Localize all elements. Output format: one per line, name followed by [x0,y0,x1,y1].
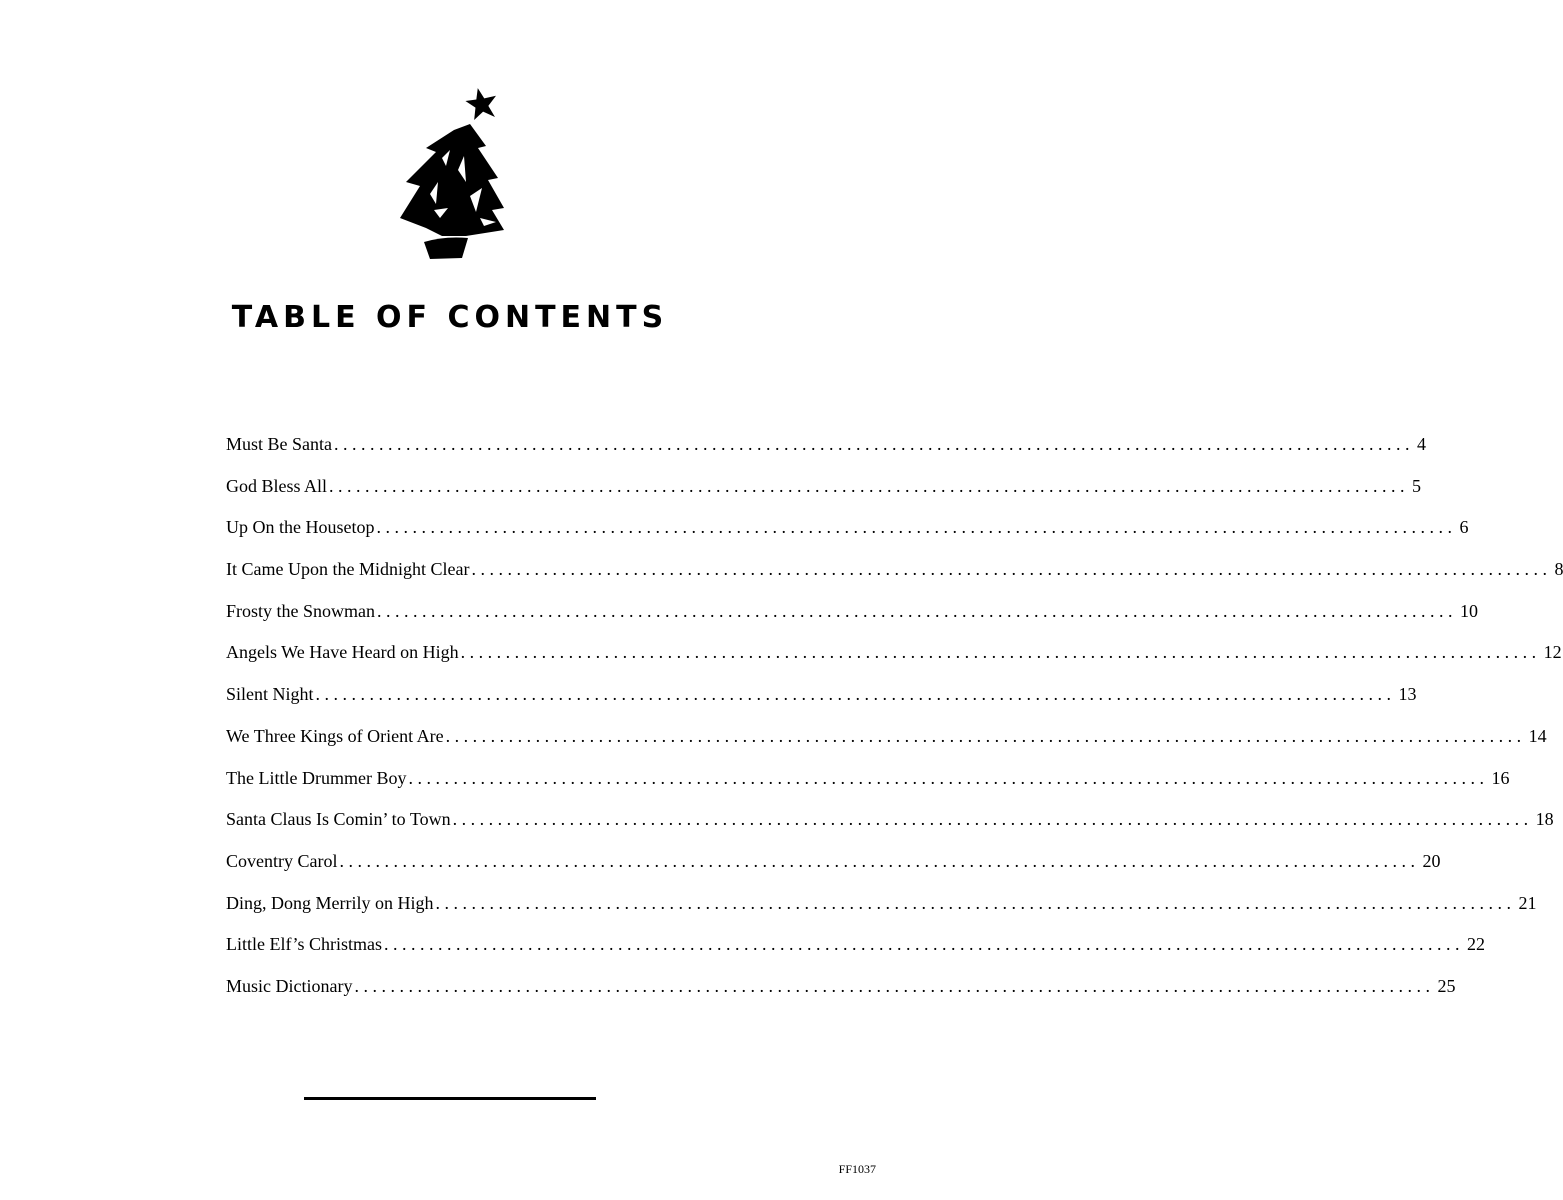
toc-entry[interactable] [226,972,1456,1014]
toc-entry-title: We Three Kings of Orient Are [226,725,444,746]
toc-entry-title: Santa Claus Is Comin’ to Town [226,809,451,830]
dot-leader: ........................................................................................................................ [354,975,1435,996]
toc-entry-page: 14 [1528,725,1547,746]
catalog-code: FF1037 [838,1162,876,1176]
toc-entry-page: 8 [1554,559,1563,580]
toc-entry[interactable] [226,722,1547,764]
toc-entry-page: 5 [1412,475,1422,496]
dot-leader: ........................................................................................................................ [383,934,1464,955]
toc-entry[interactable] [226,430,1426,472]
toc-entry-page: 6 [1459,517,1469,538]
toc-entry[interactable] [226,847,1441,889]
toc-entry-title: Silent Night [226,684,314,705]
toc-entry[interactable] [226,764,1510,806]
toc-entry-page: 13 [1398,684,1417,705]
toc-entry[interactable] [226,472,1422,514]
dot-leader: ........................................................................................................................ [408,767,1489,788]
divider [304,1097,596,1100]
toc-entry-page: 4 [1417,434,1426,454]
toc-entry-page: 12 [1543,642,1562,663]
dot-leader: ........................................................................................................................ [435,892,1516,913]
toc-entry-title: Frosty the Snowman [226,600,376,621]
toc-entry-page: 22 [1466,934,1485,955]
toc-entry[interactable] [226,805,1554,847]
toc-entry-title: It Came Upon the Midnight Clear [226,559,470,580]
dot-leader: ........................................................................................................................ [460,642,1541,663]
toc-entry[interactable] [226,638,1562,680]
dot-leader: ........................................................................................................................ [445,725,1526,746]
page-title: TABLE OF CONTENTS [231,300,669,335]
toc-entry-page: 16 [1491,767,1510,788]
toc-entry-title: The Little Drummer Boy [226,767,407,788]
toc-entry[interactable] [226,889,1537,931]
toc-entry-page: 21 [1518,892,1537,913]
toc-entry-page: 25 [1437,975,1456,996]
dot-leader: ........................................................................................................................ [452,809,1533,830]
toc-entry-title: Little Elf’s Christmas [226,934,382,955]
toc-entry-title: Up On the Housetop [226,517,375,538]
toc-entry-title: Music Dictionary [226,975,353,996]
table-of-contents [226,430,1563,1014]
toc-entry-title: Ding, Dong Merrily on High [226,892,434,913]
dot-leader: ........................................................................................................................ [376,517,1457,538]
toc-entry-title: Must Be Santa [226,434,332,454]
toc-entry-page: 20 [1422,850,1441,871]
toc-entry[interactable] [226,930,1485,972]
toc-entry-page: 18 [1535,809,1554,830]
toc-entry-title: Angels We Have Heard on High [226,642,459,663]
toc-entry[interactable] [226,555,1563,597]
dot-leader: ........................................................................................................................ [377,600,1458,621]
toc-entry[interactable] [226,680,1417,722]
toc-entry-title: Coventry Carol [226,850,338,871]
dot-leader: ........................................................................................................................ [315,684,1396,705]
dot-leader: ........................................................................................................................ [329,475,1410,496]
toc-entry-page: 10 [1460,600,1479,621]
toc-entry-title: God Bless All [226,475,328,496]
toc-entry[interactable] [226,597,1479,639]
dot-leader: ........................................................................................................................ [334,434,1414,454]
dot-leader: ........................................................................................................................ [339,850,1420,871]
toc-entry[interactable] [226,513,1469,555]
dot-leader: ........................................................................................................................ [471,559,1552,580]
christmas-tree-icon [396,86,510,262]
